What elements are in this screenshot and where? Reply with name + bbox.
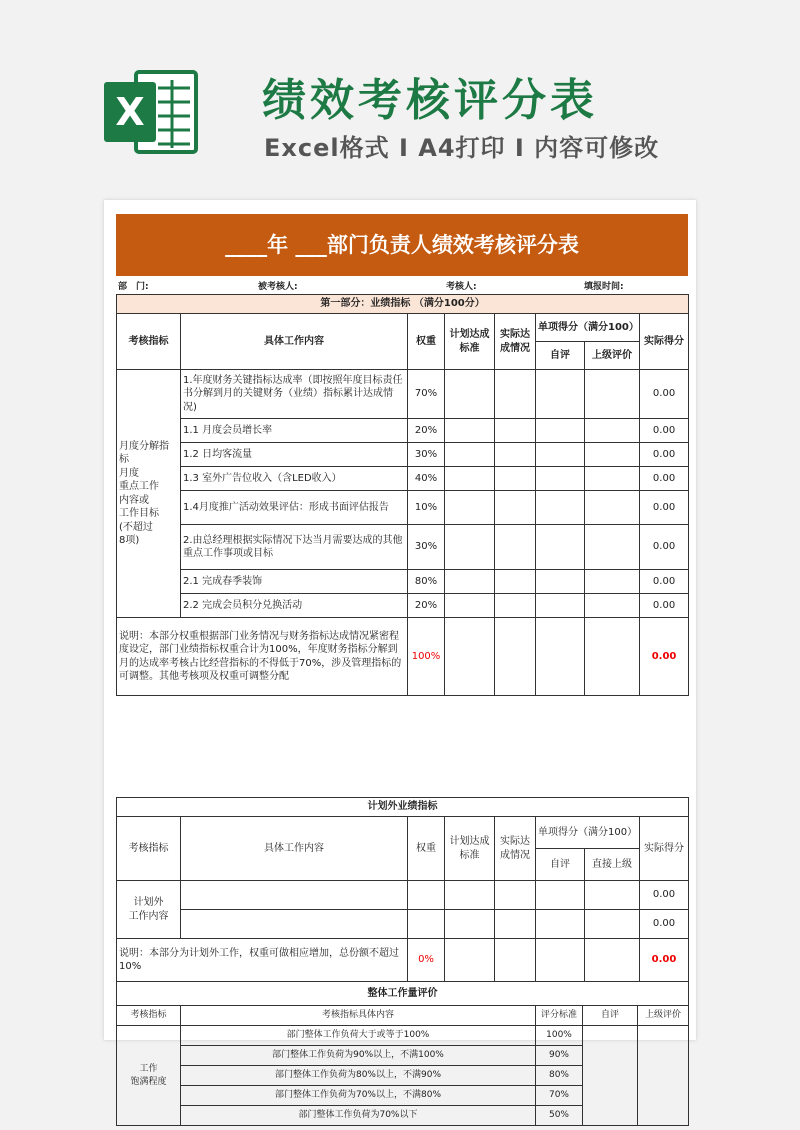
table-cell-input[interactable] xyxy=(585,618,640,696)
table-cell-input[interactable] xyxy=(536,570,585,594)
table-row-std: 100% xyxy=(536,1026,583,1046)
header-indicator: 考核指标 xyxy=(117,314,181,370)
header-indicator: 考核指标 xyxy=(117,817,181,881)
table-row-content: 1.年度财务关键指标达成率（即按照年度目标责任书分解到月的关键财务（业绩）指标累计达成情况) xyxy=(181,370,408,419)
table-row-std: 80% xyxy=(536,1066,583,1086)
table-row-score: 0.00 xyxy=(640,467,689,491)
part1-table xyxy=(116,294,689,696)
superior-eval-input[interactable] xyxy=(638,1026,689,1126)
table-row-score: 0.00 xyxy=(640,419,689,443)
table-cell-input[interactable] xyxy=(445,443,495,467)
table-row-content: 2.1 完成春季装饰 xyxy=(181,570,408,594)
table-cell-input[interactable] xyxy=(536,370,585,419)
table-cell-input[interactable] xyxy=(445,881,495,910)
part3-category: 工作 饱满程度 xyxy=(117,1026,181,1126)
header-content: 具体工作内容 xyxy=(181,314,408,370)
table-row-content: 1.4月度推广活动效果评估：形成书面评估报告 xyxy=(181,491,408,525)
header-std: 评分标准 xyxy=(536,1006,583,1026)
table-row-std: 50% xyxy=(536,1106,583,1126)
part2-table xyxy=(116,797,689,982)
table-cell-input[interactable] xyxy=(181,910,408,939)
part2-total-weight: 0% xyxy=(408,939,445,982)
banner xyxy=(0,0,800,190)
table-cell-input[interactable] xyxy=(495,467,536,491)
table-cell-input[interactable] xyxy=(445,618,495,696)
header-content: 考核指标具体内容 xyxy=(181,1006,536,1026)
excel-icon xyxy=(100,62,200,162)
table-row-score: 0.00 xyxy=(640,370,689,419)
header-single-score: 单项得分（满分100） xyxy=(536,817,640,849)
assessor-label: 考核人: xyxy=(446,282,477,292)
table-cell-input[interactable] xyxy=(495,939,536,982)
table-row-content: 部门整体工作负荷大于或等于100% xyxy=(181,1026,536,1046)
header-indicator: 考核指标 xyxy=(117,1006,181,1026)
banner-subtitle: Excel格式 Ⅰ A4打印 Ⅰ 内容可修改 xyxy=(264,134,660,162)
table-cell-input[interactable] xyxy=(495,525,536,570)
table-cell-input[interactable] xyxy=(495,491,536,525)
part2-note: 说明：本部分为计划外工作，权重可做相应增加，总份额不超过10% xyxy=(117,939,408,982)
table-row-score: 0.00 xyxy=(640,525,689,570)
table-cell-input[interactable] xyxy=(495,618,536,696)
table-row-score: 0.00 xyxy=(640,594,689,618)
table-cell-input[interactable] xyxy=(585,443,640,467)
table-cell-input[interactable] xyxy=(585,419,640,443)
table-cell-input[interactable] xyxy=(495,419,536,443)
table-row-weight: 70% xyxy=(408,370,445,419)
table-row-weight: 30% xyxy=(408,525,445,570)
table-cell-input[interactable] xyxy=(495,570,536,594)
table-row-score: 0.00 xyxy=(640,491,689,525)
table-row-weight: 30% xyxy=(408,443,445,467)
table-cell-input[interactable] xyxy=(585,939,640,982)
table-row-content: 2.2 完成会员积分兑换活动 xyxy=(181,594,408,618)
header-superior: 上级评价 xyxy=(585,342,640,370)
part1-heading: 第一部分：业绩指标 （满分100分） xyxy=(117,295,689,314)
table-row-std: 90% xyxy=(536,1046,583,1066)
table-cell-input[interactable] xyxy=(495,910,536,939)
table-cell-input[interactable] xyxy=(585,910,640,939)
header-actual-score: 实际得分 xyxy=(640,817,689,881)
part1-total-weight: 100% xyxy=(408,618,445,696)
part1-category: 月度分解指标 月度 重点工作 内容或 工作目标 (不超过 8项) xyxy=(117,370,181,618)
table-cell-input[interactable] xyxy=(536,467,585,491)
table-row-content: 部门整体工作负荷为70%以上，不满80% xyxy=(181,1086,536,1106)
table-row-score: 0.00 xyxy=(640,910,689,939)
table-row-std: 70% xyxy=(536,1086,583,1106)
header-actual-score: 实际得分 xyxy=(640,314,689,370)
table-cell-input[interactable] xyxy=(536,594,585,618)
info-row xyxy=(116,276,688,294)
header-self: 自评 xyxy=(536,342,585,370)
table-cell-input[interactable] xyxy=(536,443,585,467)
table-row-score: 0.00 xyxy=(640,881,689,910)
part3-table xyxy=(116,981,689,1126)
part3-heading: 整体工作量评价 xyxy=(117,982,689,1006)
table-cell-input[interactable] xyxy=(445,910,495,939)
table-row-content: 部门整体工作负荷为80%以上，不满90% xyxy=(181,1066,536,1086)
document-sheet xyxy=(104,200,696,1121)
table-row-score: 0.00 xyxy=(640,443,689,467)
table-cell-input[interactable] xyxy=(445,491,495,525)
header-self: 自评 xyxy=(536,849,585,881)
header-content: 具体工作内容 xyxy=(181,817,408,881)
table-cell-input[interactable] xyxy=(536,881,585,910)
table-cell-input[interactable] xyxy=(536,491,585,525)
header-superior: 直接上级 xyxy=(585,849,640,881)
table-cell-input[interactable] xyxy=(495,370,536,419)
table-cell-input[interactable] xyxy=(536,939,585,982)
table-cell-input[interactable] xyxy=(445,939,495,982)
table-cell-input[interactable] xyxy=(445,370,495,419)
table-cell-input[interactable] xyxy=(536,618,585,696)
table-cell-input[interactable] xyxy=(536,419,585,443)
header-plan-std: 计划达成标准 xyxy=(445,817,495,881)
header-plan-std: 计划达成标准 xyxy=(445,314,495,370)
table-row-weight: 40% xyxy=(408,467,445,491)
table-cell-input[interactable] xyxy=(445,525,495,570)
part2-heading: 计划外业绩指标 xyxy=(117,798,689,817)
assessee-label: 被考核人: xyxy=(258,282,298,292)
table-cell-input[interactable] xyxy=(536,910,585,939)
table-cell-input[interactable] xyxy=(445,467,495,491)
table-cell-input[interactable] xyxy=(536,525,585,570)
dept-label: 部 门: xyxy=(118,282,149,292)
document-title: ____年 ___部门负责人绩效考核评分表 xyxy=(116,214,688,276)
table-row-weight: 20% xyxy=(408,419,445,443)
header-weight: 权重 xyxy=(408,314,445,370)
banner-title: 绩效考核评分表 xyxy=(262,75,598,126)
header-single-score: 单项得分（满分100） xyxy=(536,314,640,342)
table-row-content: 2.由总经理根据实际情况下达当月需要达成的其他重点工作事项或目标 xyxy=(181,525,408,570)
table-cell-input[interactable] xyxy=(585,491,640,525)
header-actual: 实际达成情况 xyxy=(495,314,536,370)
part2-category: 计划外 工作内容 xyxy=(117,881,181,939)
table-cell-input[interactable] xyxy=(495,443,536,467)
table-cell-input[interactable] xyxy=(408,910,445,939)
header-superior: 上级评价 xyxy=(638,1006,689,1026)
table-row-content: 1.3 室外广告位收入（含LED收入） xyxy=(181,467,408,491)
header-weight: 权重 xyxy=(408,817,445,881)
table-cell-input[interactable] xyxy=(585,525,640,570)
table-cell-input[interactable] xyxy=(445,419,495,443)
table-cell-input[interactable] xyxy=(585,570,640,594)
table-cell-input[interactable] xyxy=(408,881,445,910)
table-cell-input[interactable] xyxy=(181,881,408,910)
table-row-weight: 10% xyxy=(408,491,445,525)
table-cell-input[interactable] xyxy=(495,594,536,618)
table-row-content: 1.2 日均客流量 xyxy=(181,443,408,467)
table-cell-input[interactable] xyxy=(585,467,640,491)
self-eval-input[interactable] xyxy=(583,1026,638,1126)
table-row-content: 部门整体工作负荷为90%以上，不满100% xyxy=(181,1046,536,1066)
part1-total-score: 0.00 xyxy=(640,618,689,696)
table-cell-input[interactable] xyxy=(585,881,640,910)
table-cell-input[interactable] xyxy=(495,881,536,910)
part1-note: 说明：本部分权重根据部门业务情况与财务指标达成情况紧密程度设定，部门业绩指标权重合计为100%，年度财务指标分解到月的达成率考核占比经营指标的不得低于70%，涉及管理指标的可调整。其他考核项及权重可调整分配 xyxy=(117,618,408,696)
table-row-weight: 80% xyxy=(408,570,445,594)
header-actual: 实际达成情况 xyxy=(495,817,536,881)
table-row-content: 1.1 月度会员增长率 xyxy=(181,419,408,443)
table-row-score: 0.00 xyxy=(640,570,689,594)
table-cell-input[interactable] xyxy=(585,370,640,419)
excel-icon-letter: X xyxy=(115,90,145,134)
date-label: 填报时间: xyxy=(584,282,624,292)
table-row-content: 部门整体工作负荷为70%以下 xyxy=(181,1106,536,1126)
table-row-weight: 20% xyxy=(408,594,445,618)
header-self: 自评 xyxy=(583,1006,638,1026)
table-cell-input[interactable] xyxy=(445,570,495,594)
table-cell-input[interactable] xyxy=(585,594,640,618)
part2-total-score: 0.00 xyxy=(640,939,689,982)
table-cell-input[interactable] xyxy=(445,594,495,618)
